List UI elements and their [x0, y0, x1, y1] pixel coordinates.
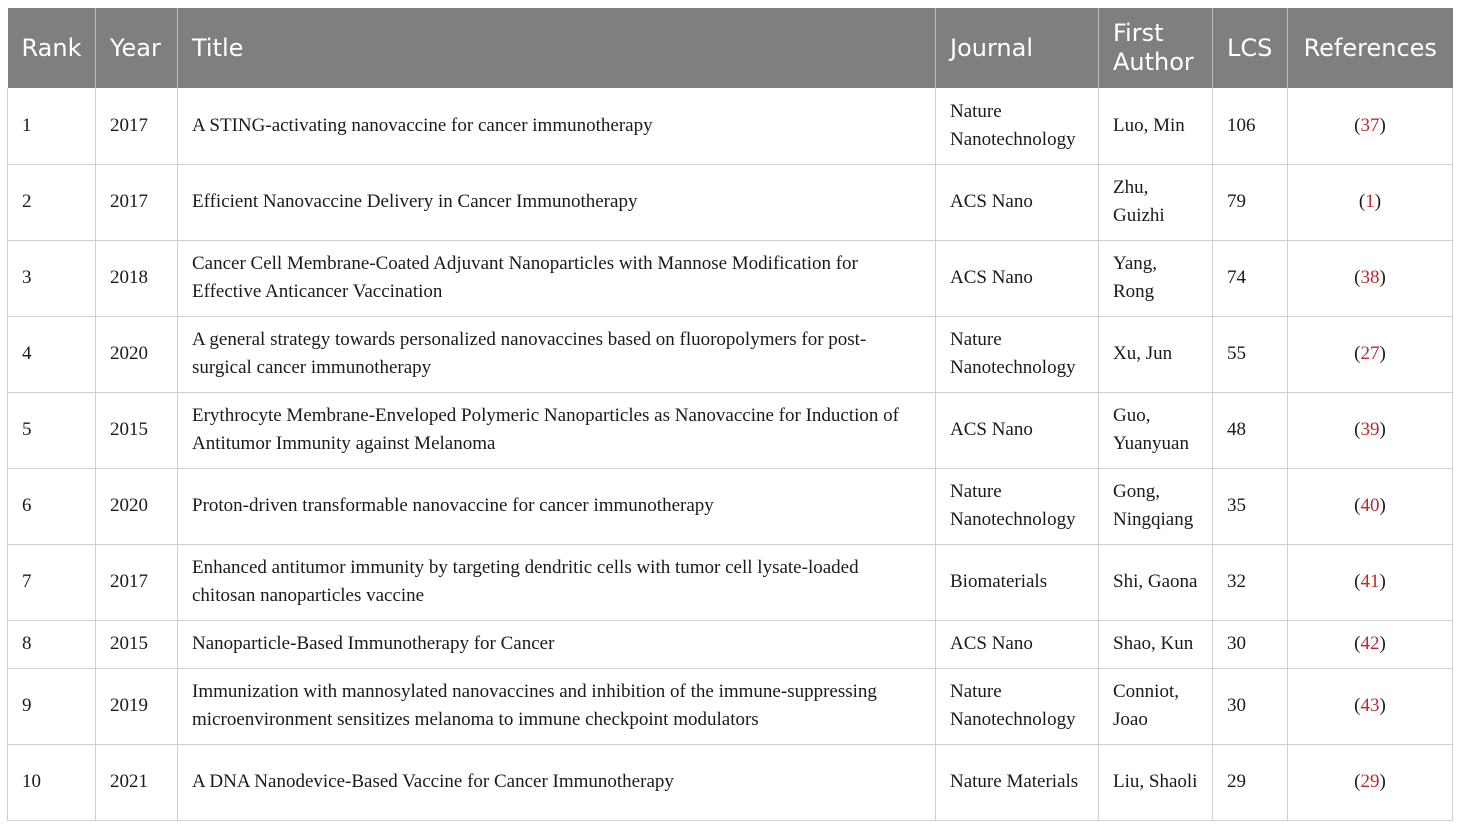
title-cell: Enhanced antitumor immunity by targeting dendritic cells with tumor cell lysate-loaded chitosan nanoparticles vaccine: [178, 544, 936, 620]
rank-cell: 3: [8, 240, 96, 316]
reference-close-paren: ): [1379, 633, 1386, 654]
reference-close-paren: ): [1379, 114, 1386, 136]
author-cell: Zhu, Guizhi: [1099, 164, 1213, 240]
reference-link[interactable]: 40: [1360, 495, 1380, 516]
journal-cell: Nature Nanotechnology: [936, 668, 1099, 744]
journal-cell: ACS Nano: [936, 240, 1099, 316]
rank-cell: 8: [8, 620, 96, 668]
reference-open-paren: (: [1354, 267, 1361, 288]
table-row: [8, 744, 1453, 820]
table-row: [8, 620, 1453, 668]
reference-close-paren: ): [1379, 495, 1386, 516]
reference-link[interactable]: 43: [1360, 695, 1380, 716]
lcs-cell: 48: [1213, 392, 1288, 468]
year-cell: 2020: [96, 316, 178, 392]
table-row: [8, 544, 1453, 620]
rank-cell: 6: [8, 468, 96, 544]
citation-table-container: [7, 8, 1452, 821]
reference-close-paren: ): [1379, 267, 1386, 288]
rank-cell: 10: [8, 744, 96, 820]
title-cell: Erythrocyte Membrane-Enveloped Polymeric Nanoparticles as Nanovaccine for Induction of Antitumor Immunity against Melanoma: [178, 392, 936, 468]
table-row: [8, 316, 1453, 392]
reference-link[interactable]: 38: [1360, 267, 1380, 288]
lcs-cell: 79: [1213, 164, 1288, 240]
reference-open-paren: (: [1354, 419, 1361, 440]
reference-open-paren: (: [1358, 191, 1366, 212]
table-row: [8, 240, 1453, 316]
reference-link[interactable]: 42: [1360, 633, 1380, 654]
top-cited-papers-table: [7, 8, 1453, 821]
reference-cell: [1288, 744, 1453, 820]
year-cell: 2019: [96, 668, 178, 744]
lcs-cell: 30: [1213, 620, 1288, 668]
title-cell: A general strategy towards personalized nanovaccines based on fluoropolymers for post-surgical cancer immunotherapy: [178, 316, 936, 392]
reference-cell: [1288, 392, 1453, 468]
reference-cell: [1288, 544, 1453, 620]
reference-open-paren: (: [1354, 343, 1361, 364]
reference-close-paren: ): [1379, 343, 1386, 364]
journal-cell: ACS Nano: [936, 392, 1099, 468]
reference-close-paren: ): [1379, 571, 1386, 592]
lcs-cell: 29: [1213, 744, 1288, 820]
journal-cell: Nature Nanotechnology: [936, 468, 1099, 544]
reference-close-paren: ): [1374, 191, 1382, 212]
journal-cell: Biomaterials: [936, 544, 1099, 620]
header-row: [8, 8, 1453, 88]
reference-open-paren: (: [1354, 571, 1361, 592]
rank-cell: 9: [8, 668, 96, 744]
title-cell: Immunization with mannosylated nanovaccines and inhibition of the immune-suppressing microenvironment sensitizes melanoma to immune checkpoint modulators: [178, 668, 936, 744]
reference-cell: [1288, 620, 1453, 668]
rank-cell: 4: [8, 316, 96, 392]
table-row: [8, 392, 1453, 468]
header-references: References: [1288, 8, 1453, 88]
table-body: [8, 88, 1453, 820]
rank-cell: 1: [8, 88, 96, 164]
reference-close-paren: ): [1379, 695, 1386, 716]
year-cell: 2018: [96, 240, 178, 316]
rank-cell: 2: [8, 164, 96, 240]
year-cell: 2017: [96, 164, 178, 240]
header-year: Year: [96, 8, 178, 88]
year-cell: 2021: [96, 744, 178, 820]
author-cell: Conniot, Joao: [1099, 668, 1213, 744]
lcs-cell: 30: [1213, 668, 1288, 744]
reference-cell: [1288, 316, 1453, 392]
reference-link[interactable]: 41: [1360, 571, 1380, 592]
year-cell: 2017: [96, 544, 178, 620]
journal-cell: Nature Nanotechnology: [936, 316, 1099, 392]
table-header: [8, 8, 1453, 88]
reference-link[interactable]: 39: [1360, 419, 1380, 440]
author-cell: Luo, Min: [1099, 88, 1213, 164]
header-first-author: First Author: [1099, 8, 1213, 88]
table-row: [8, 668, 1453, 744]
reference-link[interactable]: 37: [1360, 114, 1380, 136]
reference-close-paren: ): [1379, 419, 1386, 440]
author-cell: Liu, Shaoli: [1099, 744, 1213, 820]
title-cell: A DNA Nanodevice-Based Vaccine for Cancer Immunotherapy: [178, 744, 936, 820]
reference-cell: [1288, 668, 1453, 744]
reference-cell: [1288, 88, 1453, 164]
reference-open-paren: (: [1354, 633, 1361, 654]
title-cell: Nanoparticle-Based Immunotherapy for Cancer: [178, 620, 936, 668]
year-cell: 2017: [96, 88, 178, 164]
reference-open-paren: (: [1354, 771, 1361, 792]
lcs-cell: 106: [1213, 88, 1288, 164]
rank-cell: 7: [8, 544, 96, 620]
author-cell: Shi, Gaona: [1099, 544, 1213, 620]
reference-open-paren: (: [1354, 114, 1361, 136]
reference-close-paren: ): [1379, 771, 1386, 792]
table-row: [8, 164, 1453, 240]
title-cell: Proton-driven transformable nanovaccine for cancer immunotherapy: [178, 468, 936, 544]
rank-cell: 5: [8, 392, 96, 468]
journal-cell: ACS Nano: [936, 164, 1099, 240]
table-row: [8, 88, 1453, 164]
year-cell: 2015: [96, 620, 178, 668]
author-cell: Yang, Rong: [1099, 240, 1213, 316]
author-cell: Guo, Yuanyuan: [1099, 392, 1213, 468]
lcs-cell: 35: [1213, 468, 1288, 544]
reference-cell: [1288, 468, 1453, 544]
title-cell: A STING-activating nanovaccine for cancer immunotherapy: [178, 88, 936, 164]
journal-cell: Nature Nanotechnology: [936, 88, 1099, 164]
journal-cell: Nature Materials: [936, 744, 1099, 820]
header-journal: Journal: [936, 8, 1099, 88]
reference-open-paren: (: [1354, 495, 1361, 516]
lcs-cell: 55: [1213, 316, 1288, 392]
title-cell: Cancer Cell Membrane-Coated Adjuvant Nanoparticles with Mannose Modification for Effective Anticancer Vaccination: [178, 240, 936, 316]
author-cell: Shao, Kun: [1099, 620, 1213, 668]
header-rank: Rank: [8, 8, 96, 88]
reference-link[interactable]: 29: [1360, 771, 1380, 792]
journal-cell: ACS Nano: [936, 620, 1099, 668]
reference-cell: [1288, 240, 1453, 316]
reference-link[interactable]: 27: [1360, 343, 1380, 364]
author-cell: Gong, Ningqiang: [1099, 468, 1213, 544]
year-cell: 2020: [96, 468, 178, 544]
title-cell: Efficient Nanovaccine Delivery in Cancer Immunotherapy: [178, 164, 936, 240]
year-cell: 2015: [96, 392, 178, 468]
reference-cell: [1288, 164, 1453, 240]
author-cell: Xu, Jun: [1099, 316, 1213, 392]
reference-link[interactable]: 1: [1365, 191, 1375, 212]
header-lcs: LCS: [1213, 8, 1288, 88]
header-title: Title: [178, 8, 936, 88]
table-row: [8, 468, 1453, 544]
reference-open-paren: (: [1354, 695, 1361, 716]
lcs-cell: 32: [1213, 544, 1288, 620]
lcs-cell: 74: [1213, 240, 1288, 316]
